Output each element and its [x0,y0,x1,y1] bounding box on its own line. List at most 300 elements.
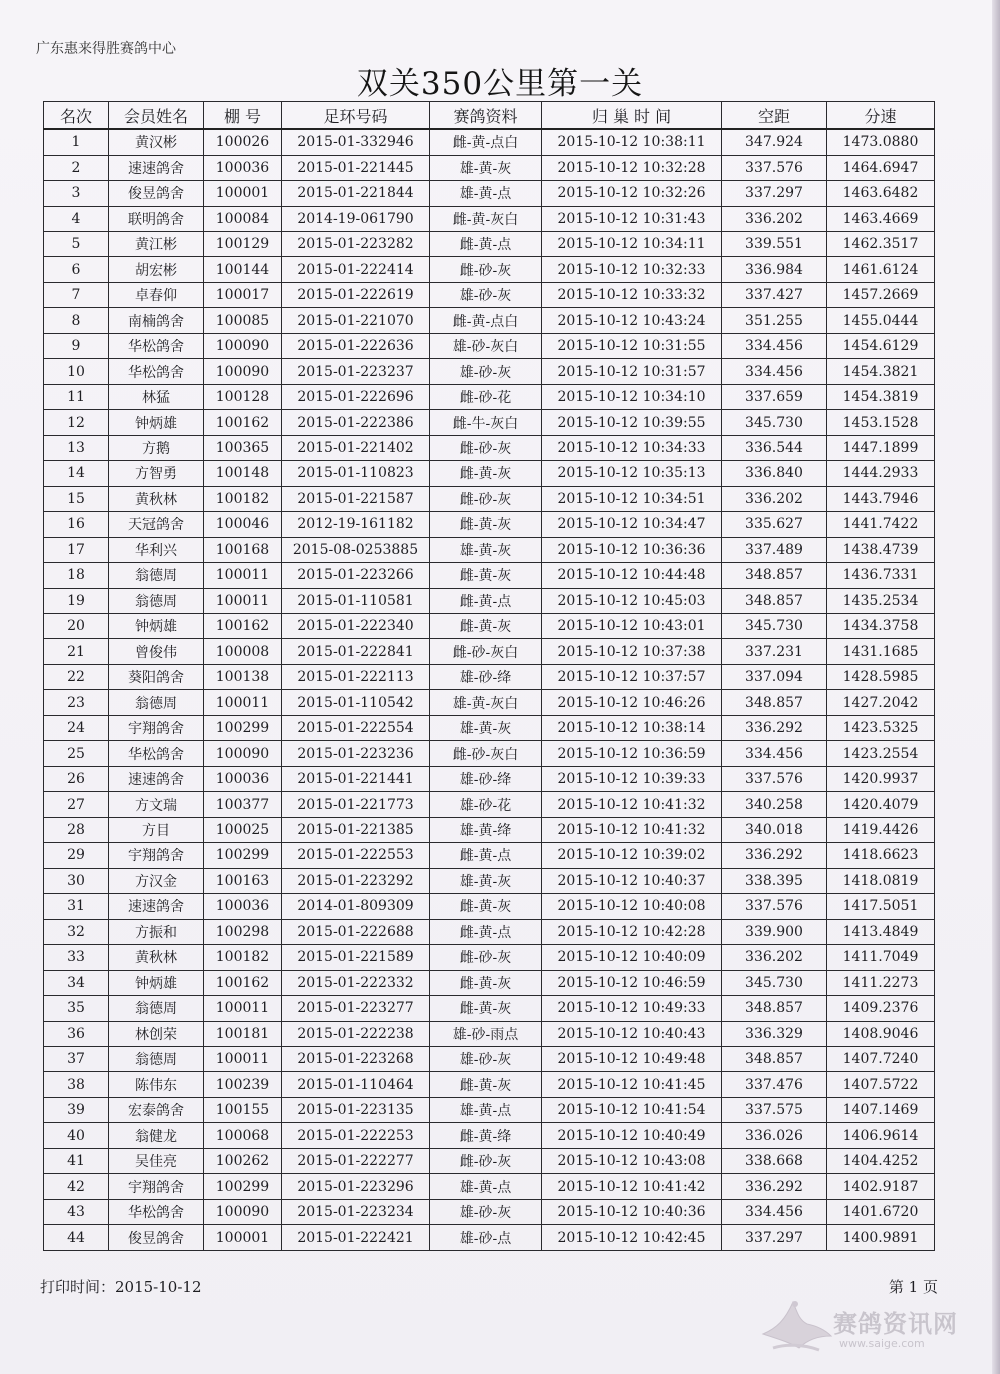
cell-ring: 2015-01-223277 [282,996,430,1021]
cell-speed: 1464.6947 [827,155,935,180]
cell-loft: 100239 [204,1072,282,1097]
table-row [44,945,935,970]
cell-arrival-time: 2015-10-12 10:36:36 [542,537,722,562]
cell-speed: 1407.7240 [827,1046,935,1071]
cell-pigeon-info: 雄-砂-绛 [430,664,542,689]
cell-ring: 2015-01-221441 [282,766,430,791]
cell-rank: 32 [44,919,109,944]
cell-ring: 2015-01-110464 [282,1072,430,1097]
cell-ring: 2015-01-222113 [282,664,430,689]
cell-arrival-time: 2015-10-12 10:33:32 [542,282,722,307]
cell-rank: 14 [44,461,109,486]
cell-arrival-time: 2015-10-12 10:49:33 [542,996,722,1021]
cell-loft: 100365 [204,435,282,460]
cell-pigeon-info: 雌-砂-灰 [430,1148,542,1173]
cell-ring: 2015-01-221402 [282,435,430,460]
pigeon-logo-icon [755,1290,835,1356]
cell-ring: 2015-01-221844 [282,181,430,206]
column-header-pigeon-info: 赛鸽资料 [430,102,542,130]
cell-member: 黄秋林 [109,486,204,511]
cell-rank: 35 [44,996,109,1021]
cell-distance: 336.292 [722,1174,827,1199]
cell-loft: 100155 [204,1097,282,1122]
cell-ring: 2015-01-110823 [282,461,430,486]
cell-pigeon-info: 雌-黄-点白 [430,308,542,333]
cell-ring: 2015-01-223292 [282,868,430,893]
cell-member: 宇翔鸽舍 [109,1174,204,1199]
cell-speed: 1418.6623 [827,843,935,868]
cell-ring: 2015-01-223236 [282,741,430,766]
table-row [44,1072,935,1097]
cell-member: 方鹅 [109,435,204,460]
cell-loft: 100163 [204,868,282,893]
cell-member: 翁健龙 [109,1123,204,1148]
cell-distance: 337.575 [722,1097,827,1122]
cell-rank: 20 [44,614,109,639]
cell-arrival-time: 2015-10-12 10:35:13 [542,461,722,486]
cell-loft: 100298 [204,919,282,944]
cell-speed: 1427.2042 [827,690,935,715]
cell-ring: 2015-01-222696 [282,384,430,409]
cell-loft: 100138 [204,664,282,689]
cell-pigeon-info: 雌-黄-灰 [430,894,542,919]
column-header-distance: 空距 [722,102,827,130]
cell-ring: 2015-01-221385 [282,817,430,842]
cell-pigeon-info: 雌-黄-点 [430,231,542,256]
paper-edge [992,0,1000,1374]
cell-speed: 1454.3819 [827,384,935,409]
cell-loft: 100299 [204,843,282,868]
table-row [44,894,935,919]
cell-speed: 1443.7946 [827,486,935,511]
cell-speed: 1473.0880 [827,129,935,155]
table-row [44,461,935,486]
cell-member: 华松鸽舍 [109,1199,204,1224]
table-row [44,486,935,511]
cell-loft: 100168 [204,537,282,562]
cell-speed: 1428.5985 [827,664,935,689]
cell-pigeon-info: 雌-黄-绛 [430,1123,542,1148]
cell-distance: 348.857 [722,563,827,588]
cell-arrival-time: 2015-10-12 10:40:49 [542,1123,722,1148]
cell-arrival-time: 2015-10-12 10:31:43 [542,206,722,231]
cell-speed: 1407.5722 [827,1072,935,1097]
cell-distance: 336.202 [722,206,827,231]
cell-loft: 100085 [204,308,282,333]
table-row [44,384,935,409]
cell-arrival-time: 2015-10-12 10:32:28 [542,155,722,180]
cell-pigeon-info: 雄-砂-绛 [430,766,542,791]
cell-pigeon-info: 雄-砂-灰白 [430,333,542,358]
table-row [44,690,935,715]
cell-arrival-time: 2015-10-12 10:31:55 [542,333,722,358]
cell-rank: 7 [44,282,109,307]
cell-distance: 340.258 [722,792,827,817]
cell-loft: 100090 [204,359,282,384]
table-row [44,1148,935,1173]
cell-pigeon-info: 雌-砂-灰 [430,435,542,460]
cell-pigeon-info: 雌-黄-点 [430,919,542,944]
cell-rank: 33 [44,945,109,970]
cell-distance: 334.456 [722,359,827,384]
cell-member: 俊昱鸽舍 [109,181,204,206]
cell-distance: 336.202 [722,945,827,970]
cell-member: 方汉金 [109,868,204,893]
cell-distance: 336.840 [722,461,827,486]
table-row [44,970,935,995]
cell-speed: 1461.6124 [827,257,935,282]
cell-speed: 1423.2554 [827,741,935,766]
cell-loft: 100036 [204,894,282,919]
cell-loft: 100001 [204,1225,282,1251]
cell-arrival-time: 2015-10-12 10:39:55 [542,410,722,435]
cell-distance: 336.984 [722,257,827,282]
cell-member: 宇翔鸽舍 [109,715,204,740]
cell-ring: 2015-01-110542 [282,690,430,715]
cell-rank: 9 [44,333,109,358]
cell-member: 黄汉彬 [109,129,204,155]
cell-ring: 2015-01-223266 [282,563,430,588]
cell-member: 林创荣 [109,1021,204,1046]
cell-rank: 38 [44,1072,109,1097]
cell-member: 翁德周 [109,588,204,613]
cell-member: 翁德周 [109,690,204,715]
cell-arrival-time: 2015-10-12 10:39:33 [542,766,722,791]
cell-pigeon-info: 雄-砂-灰 [430,1046,542,1071]
cell-arrival-time: 2015-10-12 10:38:14 [542,715,722,740]
cell-pigeon-info: 雄-黄-绛 [430,817,542,842]
cell-member: 钟炳雄 [109,614,204,639]
cell-arrival-time: 2015-10-12 10:40:37 [542,868,722,893]
cell-loft: 100011 [204,1046,282,1071]
cell-speed: 1417.5051 [827,894,935,919]
watermark-site-name: 赛鸽资讯网 [833,1310,958,1338]
cell-pigeon-info: 雌-黄-点白 [430,129,542,155]
cell-pigeon-info: 雌-黄-灰 [430,1072,542,1097]
cell-distance: 337.297 [722,1225,827,1251]
table-row [44,1046,935,1071]
cell-loft: 100001 [204,181,282,206]
cell-pigeon-info: 雄-黄-灰 [430,715,542,740]
table-row [44,614,935,639]
cell-arrival-time: 2015-10-12 10:44:48 [542,563,722,588]
cell-pigeon-info: 雌-黄-灰 [430,970,542,995]
cell-ring: 2014-01-809309 [282,894,430,919]
column-header-speed: 分速 [827,102,935,130]
cell-rank: 17 [44,537,109,562]
cell-arrival-time: 2015-10-12 10:42:28 [542,919,722,944]
cell-loft: 100090 [204,741,282,766]
cell-distance: 347.924 [722,129,827,155]
cell-loft: 100084 [204,206,282,231]
table-row [44,664,935,689]
cell-member: 黄秋林 [109,945,204,970]
table-row [44,766,935,791]
table-row [44,817,935,842]
cell-pigeon-info: 雄-黄-灰 [430,155,542,180]
cell-speed: 1434.3758 [827,614,935,639]
cell-ring: 2015-08-0253885 [282,537,430,562]
cell-arrival-time: 2015-10-12 10:34:33 [542,435,722,460]
cell-member: 翁德周 [109,1046,204,1071]
cell-speed: 1404.4252 [827,1148,935,1173]
cell-pigeon-info: 雌-砂-灰 [430,945,542,970]
cell-ring: 2015-01-223135 [282,1097,430,1122]
cell-loft: 100162 [204,410,282,435]
cell-rank: 29 [44,843,109,868]
cell-loft: 100036 [204,766,282,791]
cell-loft: 100162 [204,614,282,639]
table-row [44,1097,935,1122]
watermark-url: www.saige.com [839,1337,925,1350]
cell-member: 华松鸽舍 [109,359,204,384]
cell-arrival-time: 2015-10-12 10:43:24 [542,308,722,333]
cell-loft: 100011 [204,563,282,588]
cell-loft: 100011 [204,588,282,613]
cell-ring: 2015-01-222619 [282,282,430,307]
column-header-arrival-time: 归 巢 时 间 [542,102,722,130]
cell-member: 林猛 [109,384,204,409]
table-row [44,1123,935,1148]
cell-speed: 1435.2534 [827,588,935,613]
cell-arrival-time: 2015-10-12 10:41:54 [542,1097,722,1122]
cell-rank: 39 [44,1097,109,1122]
cell-speed: 1444.2933 [827,461,935,486]
cell-pigeon-info: 雄-砂-灰 [430,282,542,307]
cell-arrival-time: 2015-10-12 10:36:59 [542,741,722,766]
cell-loft: 100182 [204,486,282,511]
cell-speed: 1447.1899 [827,435,935,460]
cell-arrival-time: 2015-10-12 10:32:26 [542,181,722,206]
table-row [44,741,935,766]
table-row [44,639,935,664]
cell-member: 速速鸽舍 [109,155,204,180]
cell-distance: 348.857 [722,996,827,1021]
cell-member: 天冠鸽舍 [109,512,204,537]
cell-distance: 338.395 [722,868,827,893]
cell-speed: 1463.4669 [827,206,935,231]
cell-pigeon-info: 雌-砂-灰白 [430,741,542,766]
table-row [44,868,935,893]
cell-distance: 336.329 [722,1021,827,1046]
cell-arrival-time: 2015-10-12 10:43:01 [542,614,722,639]
cell-pigeon-info: 雄-砂-雨点 [430,1021,542,1046]
cell-pigeon-info: 雄-砂-灰 [430,1199,542,1224]
cell-rank: 36 [44,1021,109,1046]
cell-arrival-time: 2015-10-12 10:34:47 [542,512,722,537]
cell-arrival-time: 2015-10-12 10:37:38 [542,639,722,664]
cell-member: 华松鸽舍 [109,333,204,358]
cell-ring: 2015-01-223282 [282,231,430,256]
cell-speed: 1413.4849 [827,919,935,944]
cell-distance: 345.730 [722,970,827,995]
cell-ring: 2015-01-221773 [282,792,430,817]
table-row [44,792,935,817]
cell-ring: 2015-01-110581 [282,588,430,613]
cell-pigeon-info: 雄-黄-点 [430,181,542,206]
cell-rank: 40 [44,1123,109,1148]
cell-distance: 336.202 [722,486,827,511]
cell-arrival-time: 2015-10-12 10:34:11 [542,231,722,256]
cell-pigeon-info: 雌-砂-花 [430,384,542,409]
cell-ring: 2015-01-222340 [282,614,430,639]
table-row [44,1021,935,1046]
column-header-ring: 足环号码 [282,102,430,130]
cell-ring: 2015-01-222554 [282,715,430,740]
cell-speed: 1431.1685 [827,639,935,664]
cell-loft: 100025 [204,817,282,842]
cell-member: 翁德周 [109,996,204,1021]
table-row [44,206,935,231]
cell-arrival-time: 2015-10-12 10:32:33 [542,257,722,282]
cell-member: 方文瑞 [109,792,204,817]
cell-rank: 2 [44,155,109,180]
cell-speed: 1463.6482 [827,181,935,206]
cell-speed: 1420.4079 [827,792,935,817]
cell-arrival-time: 2015-10-12 10:34:10 [542,384,722,409]
cell-speed: 1454.3821 [827,359,935,384]
cell-distance: 334.456 [722,333,827,358]
table-row [44,1199,935,1224]
table-row [44,308,935,333]
cell-arrival-time: 2015-10-12 10:46:26 [542,690,722,715]
cell-rank: 26 [44,766,109,791]
cell-arrival-time: 2015-10-12 10:40:09 [542,945,722,970]
cell-loft: 100090 [204,333,282,358]
table-row [44,715,935,740]
cell-arrival-time: 2015-10-12 10:43:08 [542,1148,722,1173]
cell-pigeon-info: 雌-砂-灰 [430,486,542,511]
cell-speed: 1401.6720 [827,1199,935,1224]
cell-distance: 339.900 [722,919,827,944]
cell-rank: 43 [44,1199,109,1224]
cell-pigeon-info: 雄-黄-点 [430,1097,542,1122]
cell-ring: 2015-01-222636 [282,333,430,358]
cell-loft: 100036 [204,155,282,180]
cell-member: 钟炳雄 [109,970,204,995]
cell-rank: 16 [44,512,109,537]
cell-ring: 2015-01-222332 [282,970,430,995]
cell-distance: 337.476 [722,1072,827,1097]
cell-speed: 1406.9614 [827,1123,935,1148]
cell-rank: 42 [44,1174,109,1199]
cell-member: 黄江彬 [109,231,204,256]
table-row [44,257,935,282]
cell-distance: 345.730 [722,410,827,435]
cell-pigeon-info: 雄-黄-点 [430,1174,542,1199]
cell-arrival-time: 2015-10-12 10:40:43 [542,1021,722,1046]
cell-arrival-time: 2015-10-12 10:39:02 [542,843,722,868]
cell-arrival-time: 2015-10-12 10:40:36 [542,1199,722,1224]
cell-pigeon-info: 雌-黄-灰 [430,461,542,486]
cell-ring: 2015-01-222553 [282,843,430,868]
cell-ring: 2015-01-223237 [282,359,430,384]
page-number: 第 1 页 [888,1278,938,1296]
cell-rank: 3 [44,181,109,206]
cell-loft: 100026 [204,129,282,155]
cell-ring: 2015-01-223268 [282,1046,430,1071]
cell-ring: 2015-01-223296 [282,1174,430,1199]
cell-ring: 2015-01-223234 [282,1199,430,1224]
cell-arrival-time: 2015-10-12 10:45:03 [542,588,722,613]
table-row [44,588,935,613]
cell-pigeon-info: 雌-牛-灰白 [430,410,542,435]
cell-ring: 2015-01-222841 [282,639,430,664]
cell-distance: 337.427 [722,282,827,307]
cell-member: 速速鸽舍 [109,766,204,791]
column-header-rank: 名次 [44,102,109,130]
cell-pigeon-info: 雄-黄-灰 [430,537,542,562]
cell-rank: 27 [44,792,109,817]
cell-loft: 100090 [204,1199,282,1224]
cell-rank: 24 [44,715,109,740]
cell-speed: 1408.9046 [827,1021,935,1046]
table-row [44,231,935,256]
cell-speed: 1436.7331 [827,563,935,588]
cell-speed: 1400.9891 [827,1225,935,1251]
cell-rank: 25 [44,741,109,766]
column-header-loft: 棚 号 [204,102,282,130]
watermark-logo [755,1290,965,1360]
cell-distance: 337.576 [722,766,827,791]
cell-distance: 337.489 [722,537,827,562]
table-row [44,537,935,562]
cell-member: 宏泰鸽舍 [109,1097,204,1122]
cell-arrival-time: 2015-10-12 10:40:08 [542,894,722,919]
cell-ring: 2015-01-221070 [282,308,430,333]
cell-rank: 11 [44,384,109,409]
cell-rank: 21 [44,639,109,664]
cell-speed: 1441.7422 [827,512,935,537]
cell-ring: 2012-19-161182 [282,512,430,537]
table-row [44,282,935,307]
cell-ring: 2015-01-221589 [282,945,430,970]
cell-speed: 1462.3517 [827,231,935,256]
cell-rank: 23 [44,690,109,715]
cell-distance: 339.551 [722,231,827,256]
column-header-member: 会员姓名 [109,102,204,130]
cell-pigeon-info: 雄-砂-灰 [430,359,542,384]
table-row [44,129,935,155]
cell-speed: 1411.7049 [827,945,935,970]
cell-pigeon-info: 雌-黄-灰 [430,996,542,1021]
cell-ring: 2014-19-061790 [282,206,430,231]
cell-pigeon-info: 雌-黄-点 [430,588,542,613]
cell-member: 胡宏彬 [109,257,204,282]
cell-arrival-time: 2015-10-12 10:42:45 [542,1225,722,1251]
cell-member: 陈伟东 [109,1072,204,1097]
cell-ring: 2015-01-221587 [282,486,430,511]
results-table-body [44,129,935,1251]
cell-loft: 100017 [204,282,282,307]
table-row [44,512,935,537]
cell-member: 曾俊伟 [109,639,204,664]
cell-loft: 100377 [204,792,282,817]
cell-member: 联明鸽舍 [109,206,204,231]
cell-speed: 1409.2376 [827,996,935,1021]
cell-pigeon-info: 雌-黄-点 [430,843,542,868]
cell-member: 速速鸽舍 [109,894,204,919]
cell-distance: 337.576 [722,894,827,919]
cell-distance: 348.857 [722,588,827,613]
cell-distance: 348.857 [722,1046,827,1071]
cell-rank: 34 [44,970,109,995]
cell-arrival-time: 2015-10-12 10:37:57 [542,664,722,689]
cell-rank: 8 [44,308,109,333]
cell-member: 翁德周 [109,563,204,588]
cell-member: 方目 [109,817,204,842]
cell-speed: 1420.9937 [827,766,935,791]
